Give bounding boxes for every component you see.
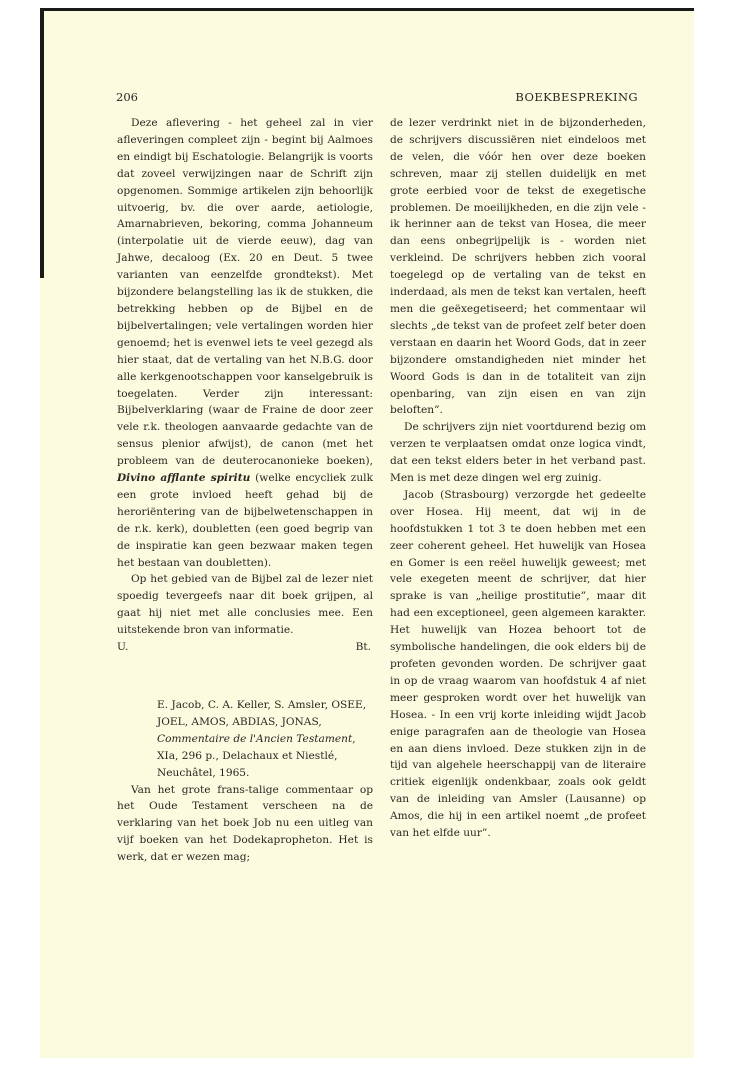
paragraph: de lezer verdrinkt niet in de bijzonderheden, de schrijvers discussiëren niet eindeloos met de velen, die vóór hen over deze boeken schreven, maar zij stellen duidelijk en met grote eerbied voor de tekst de exegetische problemen. De moeilijkheden, en die zijn vele - ik herinner aan de tekst van Hosea, die meer dan eens onbegrijpelijk is - worden niet verkleind. De schrijvers hebben zich vooral toegelegd op de vertaling van de tekst en inderdaad, als men de tekst kan vertalen, heeft men die geëxegetiseerd; het commentaar wil slechts „de tekst van de profeet zelf beter doen verstaan en daarin het Woord Gods, dat in zeer bijzondere omstandigheden niet minder het Woord Gods is dan in de totaliteit van zijn openbaring, van zijn eisen en van zijn beloften”. [390, 117, 646, 417]
scan-edge-top [40, 8, 694, 11]
paragraph: Van het grote frans-talige commentaar op het Oude Testament verscheen na de verklaring van het boek Job nu een uitleg van vijf boeken van het Dodekapropheton. Het is werk, dat er wezen mag; [117, 783, 373, 864]
paragraph: Deze aflevering - het geheel zal in vier afleveringen compleet zijn - begint bij Aalmoes en eindigt bij Eschatologie. Belangrijk is voorts dat zoveel verwijzingen naar de Schrift zijn opgenomen. Sommige artikelen zijn behoorlijk uitvoerig, bv. die over aarde, aetiologie, Amarnabrieven, bekoring, comma Johanneum (interpolatie uit de vierde eeuw), dag van Jahwe, decaloog (Ex. 20 en Deut. 5 twee varianten van eenzelfde grondtekst). Met bijzondere belangstelling las ik de stukken, die betrekking hebben op de Bijbel en de bijbelvertalingen; vele vertalingen worden hier genoemd; het is evenwel iets te veel gezegd als hier staat, dat de vertaling van het N.B.G. door alle kerkgenootschappen voor kanselgebruik is toegelaten. Verder zijn interessant: Bijbelverklaring (waar de Fraine de door zeer vele r.k. theologen aanvaarde gedachte van de sensus plenior afwijst), de canon (met het probleem van de deuterocanonieke boeken), Divino afflante spiritu (welke encycliek zulk een grote invloed heeft gehad bij de heroriëntering van de bijbelwetenschappen in de r.k. kerk), doubletten (een goed begrip van de inspiratie kan geen bezwaar maken tegen het bestaan van doubletten). [117, 117, 373, 569]
signature-right: Bt. [355, 641, 371, 654]
book-reference: E. Jacob, C. A. Keller, S. Amsler, OSEE, JOEL, AMOS, ABDIAS, JONAS, Commentaire de l'Ancien Testament, XIa, 296 p., Delachaux et Niestlé, Neuchâtel, 1965. [157, 699, 367, 779]
left-column [117, 115, 373, 866]
running-head: BOEKBESPREKING [515, 90, 638, 104]
paragraph: Jacob (Strasbourg) verzorgde het gedeelte over Hosea. Hij meent, dat wij in de hoofdstukken 1 tot 3 te doen hebben met een zeer coherent geheel. Het huwelijk van Hosea en Gomer is een reëel huwelijk geweest; met vele exegeten meent de schrijver, dat hier sprake is van „heilige prostitutie”, maar dit had een exceptioneel, geen algemeen karakter. Het huwelijk van Hozea behoort tot de symbolische handelingen, die ook elders bij de profeten gevonden worden. De schrijver gaat in op de vraag waarom van hoofdstuk 4 af niet meer gesproken wordt over het huwelijk van Hosea. - In een vrij korte inleiding wijdt Jacob enige paragrafen aan de theologie van Hosea en aan diens invloed. Deze stukken zijn in de tijd van algehele heerschappij van de literaire critiek eigenlijk ondenkbaar, zoals ook geldt van de inleiding van Amsler (Lausanne) op Amos, die hij in een artikel noemt „de profeet van het elfde uur”. [390, 488, 646, 840]
paragraph: Op het gebied van de Bijbel zal de lezer niet spoedig tevergeefs naar dit boek grijpen, al gaat hij niet met alle conclusies mee. Een uitstekende bron van informatie. [117, 573, 373, 637]
review-signature [117, 639, 373, 656]
page-number: 206 [116, 90, 138, 104]
book-title: Commentaire de l'Ancien Testament [157, 732, 353, 745]
paragraph: De schrijvers zijn niet voortdurend bezig om verzen te verplaatsen omdat onze logica vindt, dat een tekst elders beter in het verband past. Men is met deze dingen wel erg zuinig. [390, 421, 646, 485]
right-column [390, 115, 646, 842]
signature-left: U. [117, 641, 129, 654]
encyclical-title: Divino afflante spiritu [117, 472, 251, 485]
scan-edge-left [40, 8, 44, 278]
